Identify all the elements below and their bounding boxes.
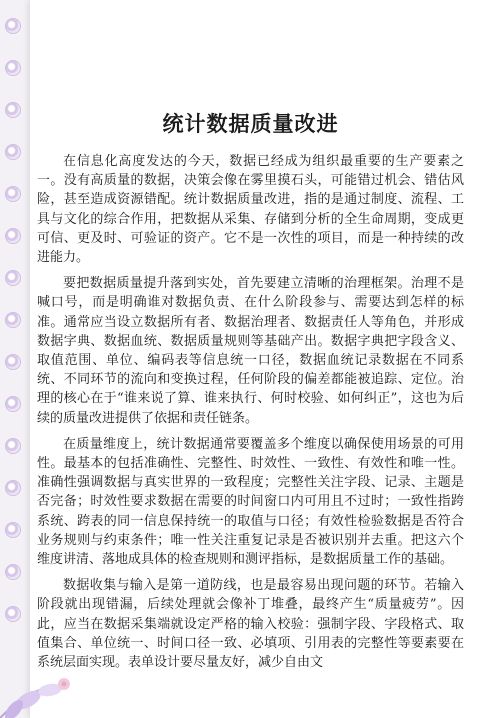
binder-holes bbox=[0, 0, 30, 718]
paragraph: 数据收集与输入是第一道防线，也是最容易出现问题的环节。若输入阶段就出现错漏，后续处理就会像补丁堆叠，最终产生“质量疲劳”。因此，应当在数据采集端就设定严格的输入校验：强制字段、字段格式、取值集合、单位统一、时间口径一致、必填项、引用表的完整性等要素要在系统层面实现。表单设计要尽量友好，减少自由文 bbox=[37, 578, 464, 671]
binder-hole bbox=[5, 228, 21, 244]
binder-hole bbox=[5, 270, 21, 286]
binder-hole bbox=[5, 396, 21, 412]
article bbox=[37, 108, 464, 679]
binder-hole bbox=[5, 18, 21, 34]
binder-hole bbox=[5, 564, 21, 580]
binder-hole bbox=[5, 606, 21, 622]
binder-hole bbox=[5, 312, 21, 328]
paragraph: 要把数据质量提升落到实处，首先要建立清晰的治理框架。治理不是喊口号，而是明确谁对数据负责、在什么阶段参与、需要达到怎样的标准。通常应当设立数据所有者、数据治理者、数据责任人等角色，并形成数据字典、数据血统、数据质量规则等基础产出。数据字典把字段含义、取值范围、单位、编码表等信息统一口径，数据血统记录数据在不同系统、不同环节的流向和变换过程，任何阶段的偏差都能被追踪、定位。治理的核心在于“谁来说了算、谁来执行、何时校验、如何纠正”，这也为后续的质量改进提供了依据和责任链条。 bbox=[37, 276, 464, 426]
binder-hole bbox=[5, 522, 21, 538]
page-title: 统计数据质量改进 bbox=[162, 111, 339, 136]
binder-hole bbox=[5, 186, 21, 202]
paragraph: 在信息化高度发达的今天，数据已经成为组织最重要的生产要素之一。没有高质量的数据，决策会像在雾里摸石头，可能错过机会、错估风险，甚至造成资源错配。统计数据质量改进，指的是通过制度、流程、工具与文化的综合作用，把数据从采集、存储到分析的全生命周期，变成更可信、更及时、可验证的资产。它不是一次性的项目，而是一种持续的改进能力。 bbox=[37, 154, 464, 266]
binder-hole bbox=[5, 438, 21, 454]
binder-hole bbox=[5, 60, 21, 76]
binder-hole bbox=[5, 480, 21, 496]
binder-hole bbox=[5, 102, 21, 118]
binder-hole bbox=[5, 144, 21, 160]
binder-hole bbox=[5, 354, 21, 370]
paragraph: 在质量维度上，统计数据通常要覆盖多个维度以确保使用场景的可用性。最基本的包括准确性、完整性、时效性、一致性、有效性和唯一性。准确性强调数据与真实世界的一致程度；完整性关注字段、记录、主题是否完备；时效性要求数据在需要的时间窗口内可用且不过时；一致性指跨系统、跨表的同一信息保持统一的取值与口径；有效性检验数据是否符合业务规则与约束条件；唯一性关注重复记录是否被识别并去重。把这六个维度讲清、落地成具体的检查规则和测评指标，是数据质量工作的基础。 bbox=[37, 436, 464, 568]
